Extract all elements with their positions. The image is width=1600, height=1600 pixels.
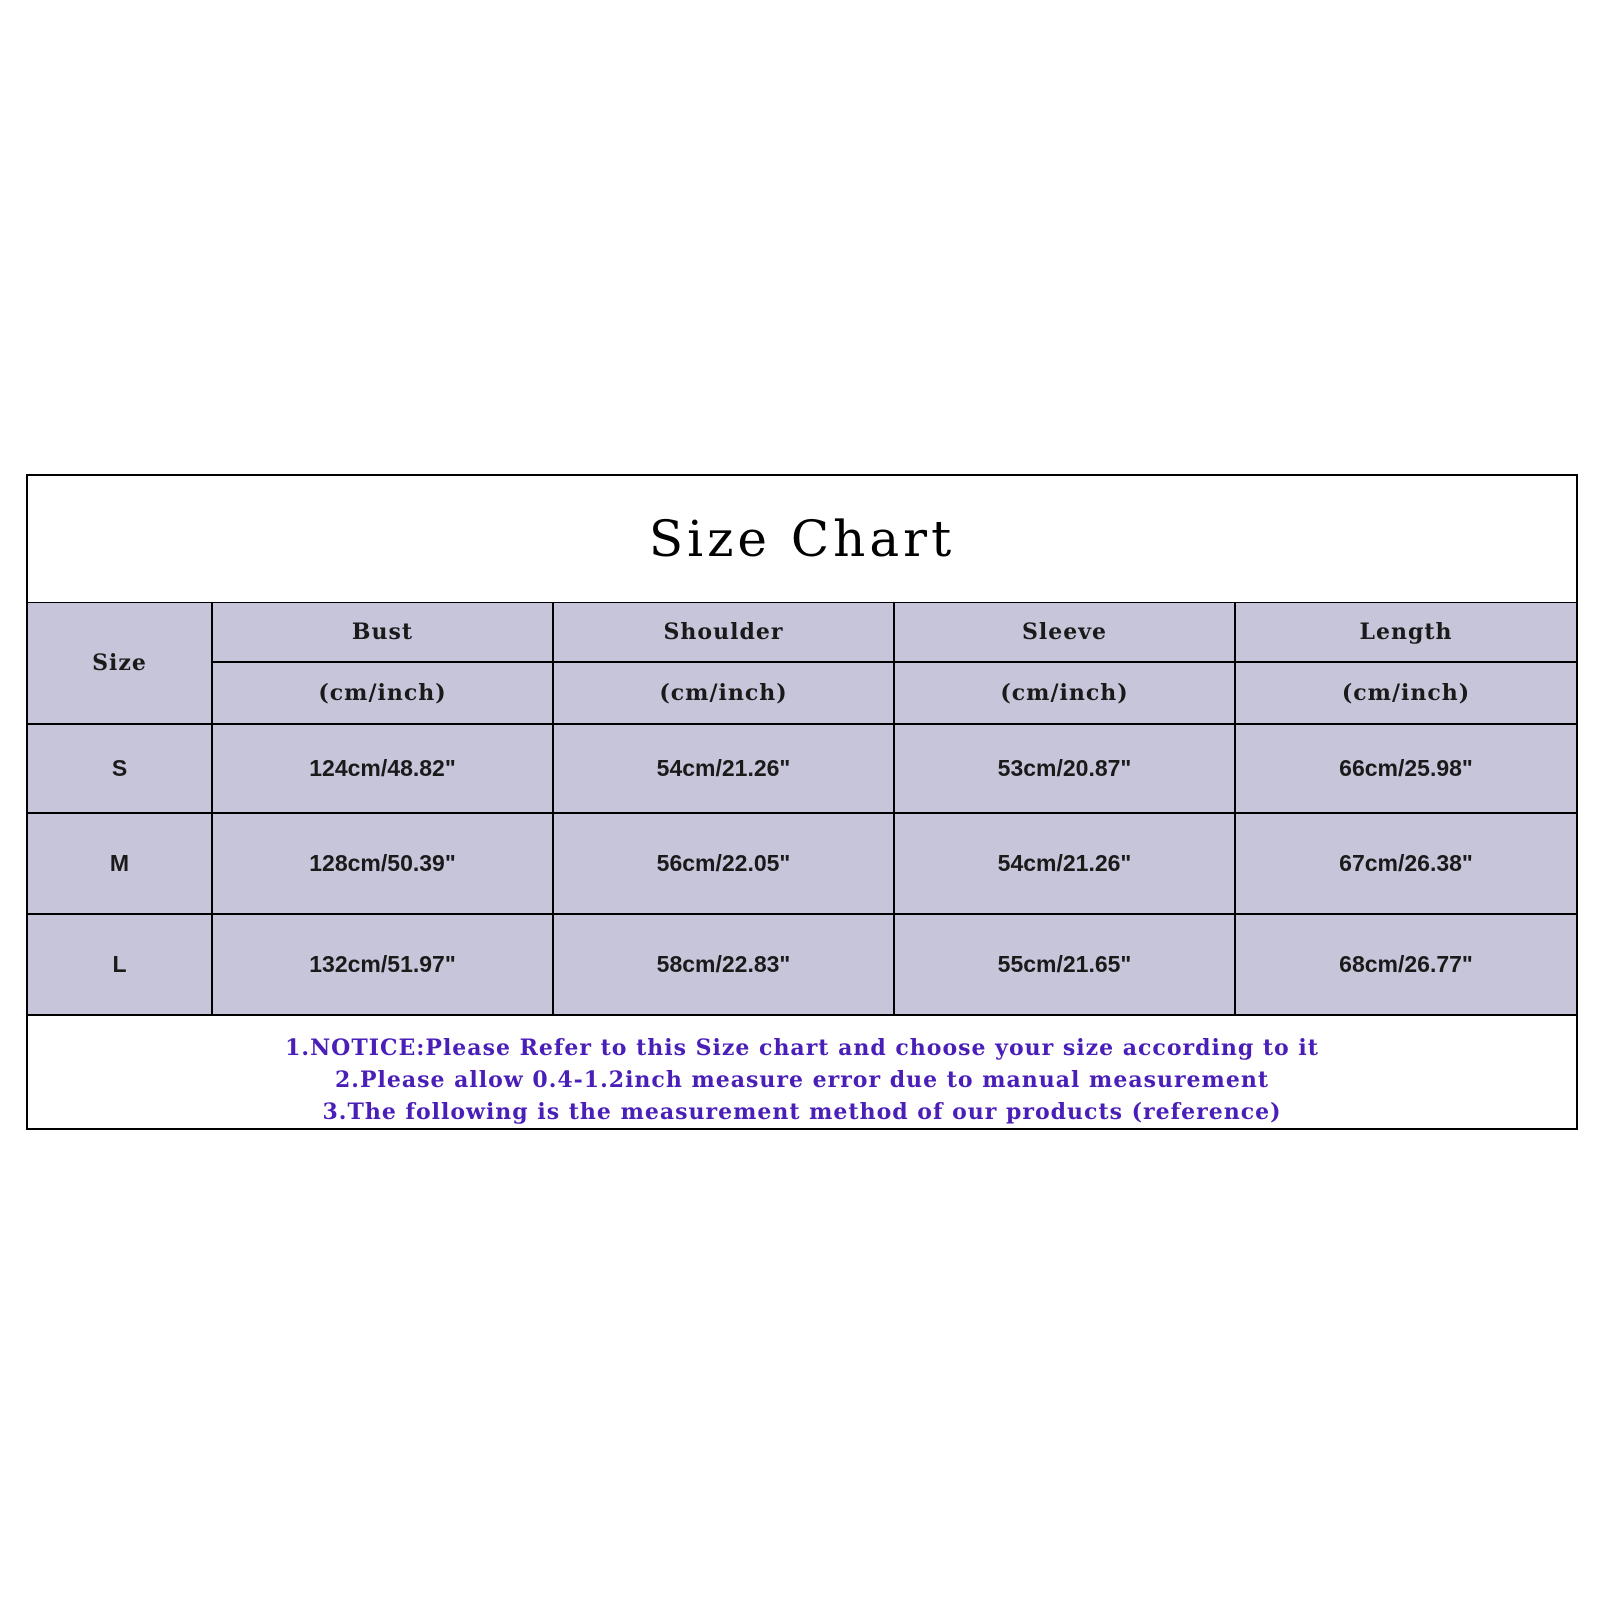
length-value: 67cm/26.38" [1235,813,1576,914]
column-header-bust: Bust [212,603,553,662]
column-header-sleeve: Sleeve [894,603,1235,662]
notes-section [28,1028,1576,1128]
bust-value: 128cm/50.39" [212,813,553,914]
size-label: L [28,914,212,1015]
table-row [28,724,1576,813]
length-value: 66cm/25.98" [1235,724,1576,813]
bust-value: 124cm/48.82" [212,724,553,813]
shoulder-value: 54cm/21.26" [553,724,894,813]
column-unit-length: (cm/inch) [1235,662,1576,724]
length-value: 68cm/26.77" [1235,914,1576,1015]
column-unit-bust: (cm/inch) [212,662,553,724]
column-header-shoulder: Shoulder [553,603,894,662]
size-chart [26,474,1578,1130]
header-row [28,603,1576,662]
sleeve-value: 53cm/20.87" [894,724,1235,813]
shoulder-value: 56cm/22.05" [553,813,894,914]
sleeve-value: 55cm/21.65" [894,914,1235,1015]
unit-row [28,662,1576,724]
note-line-1: 1.NOTICE:Please Refer to this Size chart and choose your size according to it [285,1035,1319,1061]
sleeve-value: 54cm/21.26" [894,813,1235,914]
table-row [28,914,1576,1015]
size-table [28,603,1576,1016]
size-label: M [28,813,212,914]
note-line-3: 3.The following is the measurement method of our products (reference) [322,1099,1282,1125]
note-line-2: 2.Please allow 0.4-1.2inch measure error due to manual measurement [334,1067,1269,1093]
table-row [28,813,1576,914]
bust-value: 132cm/51.97" [212,914,553,1015]
column-unit-sleeve: (cm/inch) [894,662,1235,724]
column-header-length: Length [1235,603,1576,662]
shoulder-value: 58cm/22.83" [553,914,894,1015]
size-label: S [28,724,212,813]
chart-title: Size Chart [28,476,1576,604]
column-unit-shoulder: (cm/inch) [553,662,894,724]
size-header: Size [28,603,212,724]
